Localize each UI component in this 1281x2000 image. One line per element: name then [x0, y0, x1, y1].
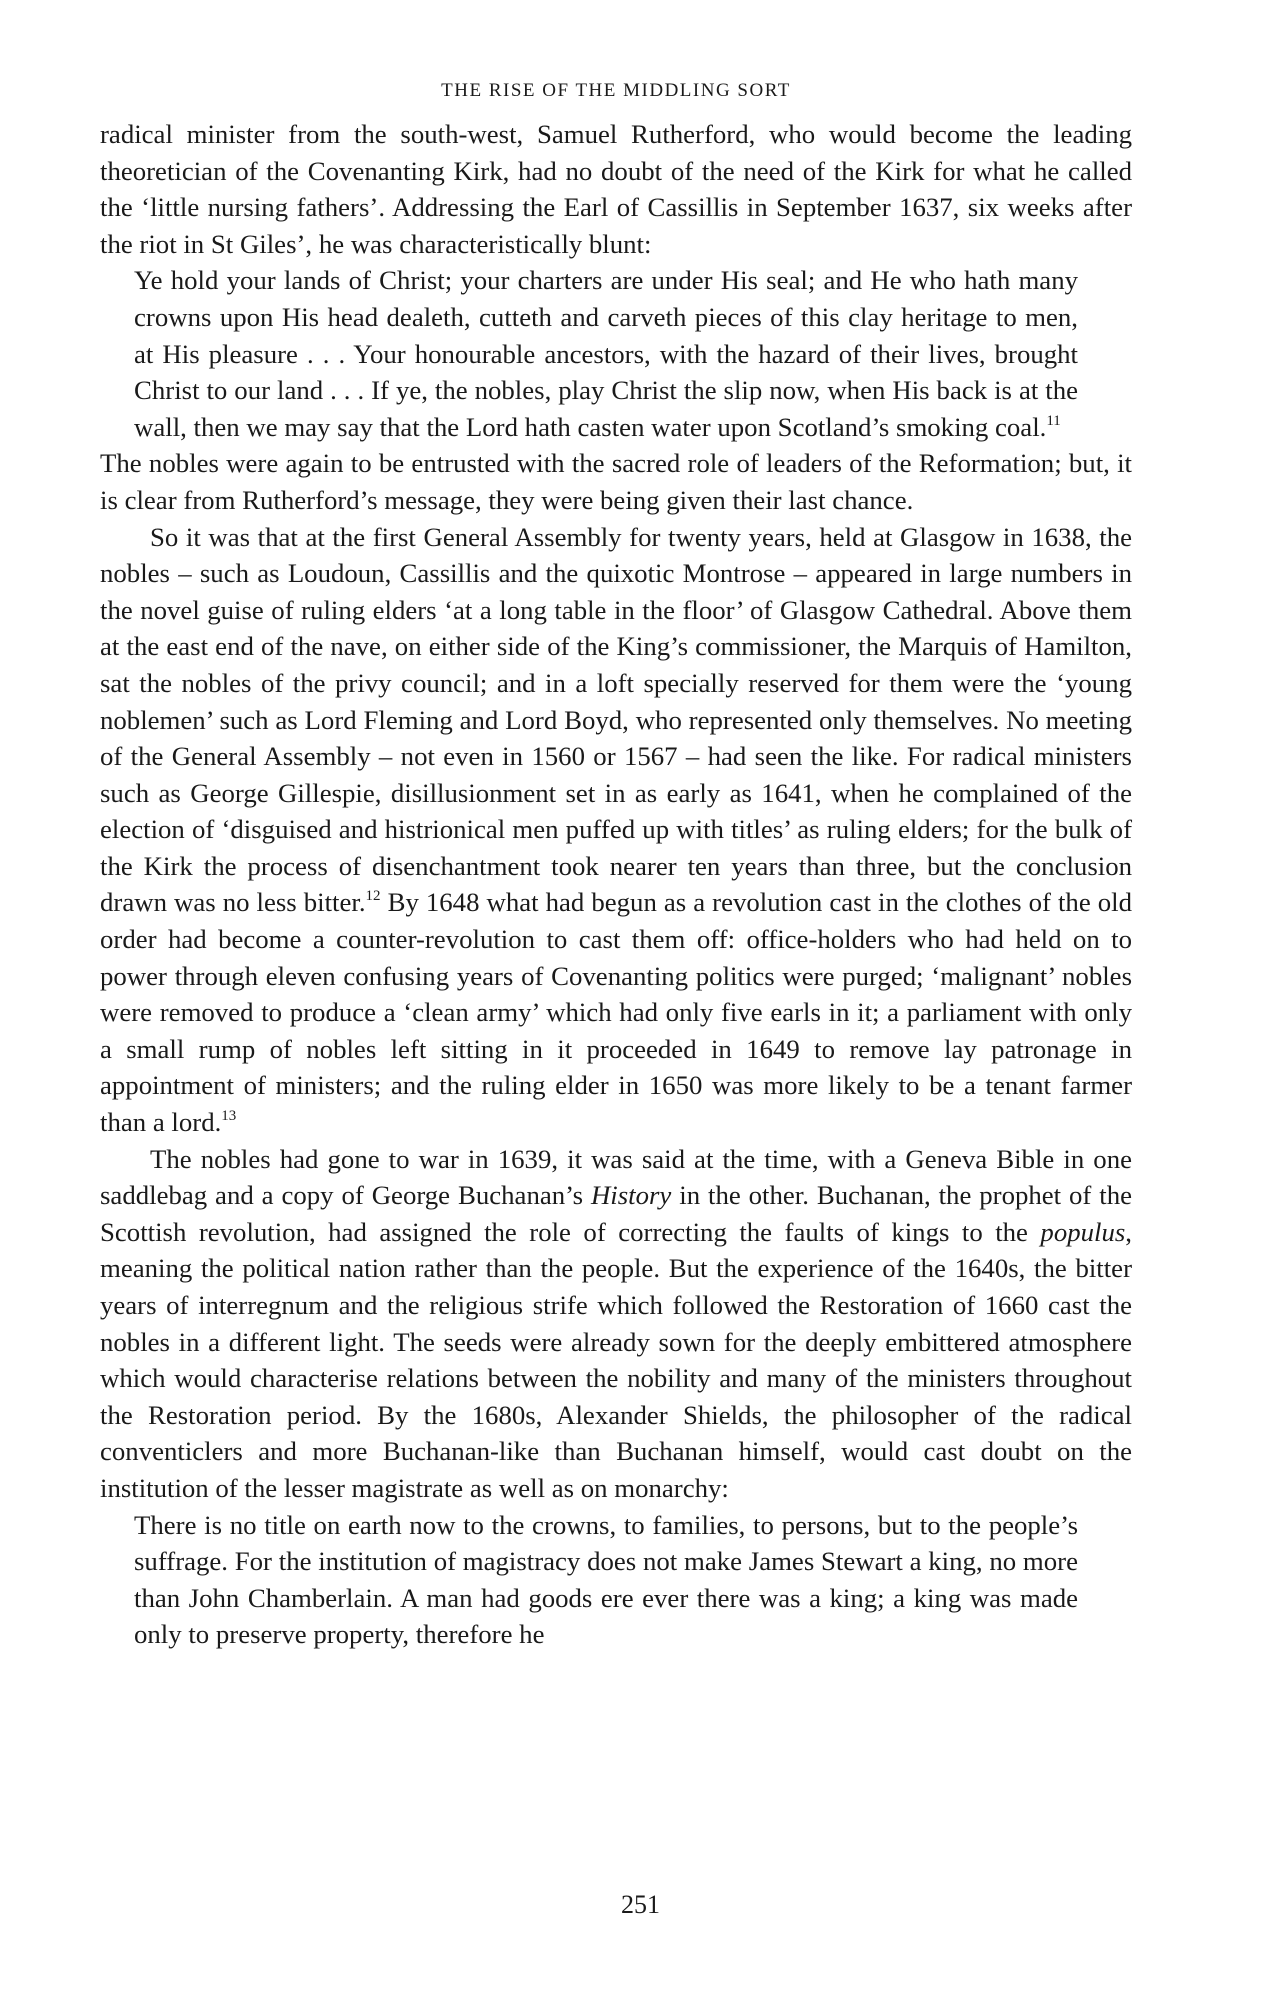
- title-history: History: [590, 1180, 672, 1211]
- block-quote-2-text: There is no title on earth now to the crowns, to families, to persons, but to the people’s suffrage. For the institution of magistracy does not make James Stewart a king, no more than John Chamberlain. A man had goods ere ever there was a king; a king was made only to preserve property, therefore he: [134, 1509, 1078, 1650]
- page: [100, 80, 1132, 1653]
- paragraph-3: [100, 519, 1132, 1141]
- footnote-ref-11[interactable]: 11: [1046, 412, 1061, 429]
- paragraph-3-text-a: So it was that at the first General Assembly for twenty years, held at Glasgow in 1638, the nobles – such as Loudoun, Cassillis and the quixotic Montrose – appeared in large numbers in the novel guise of ruling elders ‘at a long table in the floor’ of Glasgow Cathedral. Above them at the east end of the nave, on either side of the King’s commissioner, the Marquis of Hamilton, sat the nobles of the privy council; and in a loft specially reserved for them were the ‘young noblemen’ such as Lord Fleming and Lord Boyd, who represented only themselves. No meeting of the General Assembly – not even in 1560 or 1567 – had seen the like. For radical ministers such as George Gillespie, disillusionment set in as early as 1641, when he complained of the election of ‘disguised and histrionical men puffed up with titles’ as ruling elders; for the bulk of the Kirk the process of disenchantment took nearer ten years than three, but the conclusion drawn was no less bitter.: [100, 521, 1132, 918]
- footnote-ref-12[interactable]: 12: [365, 888, 381, 905]
- paragraph-4-text-a: The nobles had gone to war in 1639, it was said at the time, with a Geneva Bible in one saddlebag and a copy of George Buchanan’s: [100, 1143, 1132, 1211]
- paragraph-4: [100, 1141, 1132, 1507]
- paragraph-2-text: The nobles were again to be entrusted with the sacred role of leaders of the Reformation; but, it is clear from Rutherford’s message, they were being given their last chance.: [100, 448, 1132, 515]
- block-quote-1: [134, 262, 1078, 445]
- page-number: 251: [621, 1890, 660, 1919]
- paragraph-4-text-b: in the other. Buchanan, the prophet of the Scottish revolution, had assigned the role of correcting the faults of kings to the: [100, 1180, 1132, 1247]
- paragraph-4-text-c: , meaning the political nation rather than the people. But the experience of the 1640s, the bitter years of interregnum and the religious strife which followed the Restoration of 1660 cast the nobles in a different light. The seeds were already sown for the deeply embittered atmosphere which would characterise relations between the nobility and many of the ministers throughout the Restoration period. By the 1680s, Alexander Shields, the philosopher of the radical conventiclers and more Buchanan-like than Buchanan himself, would cast doubt on the institution of the lesser magistrate as well as on monarchy:: [100, 1216, 1132, 1503]
- running-head: THE RISE OF THE MIDDLING SORT: [441, 80, 791, 101]
- block-quote-1-paragraph: [134, 262, 1078, 445]
- block-quote-2-paragraph: [134, 1507, 1078, 1653]
- paragraph-1: [100, 116, 1132, 262]
- paragraph-3-text-b: By 1648 what had begun as a revolution cast in the clothes of the old order had become a counter-revolution to cast them off: office-holders who had held on to power through eleven confusing years of Covenanting politics were purged; ‘malignant’ nobles were removed to produce a ‘clean army’ which had only five earls in it; a parliament with only a small rump of nobles left sitting in it proceeded in 1649 to remove lay patronage in appointment of ministers; and the ruling elder in 1650 was more likely to be a tenant farmer than a lord.: [100, 887, 1132, 1138]
- paragraph-1-text: radical minister from the south-west, Samuel Rutherford, who would become the leading theoretician of the Covenanting Kirk, had no doubt of the need of the Kirk for what he called the ‘little nursing fathers’. Addressing the Earl of Cassillis in September 1637, six weeks after the riot in St Giles’, he was characteristically blunt:: [100, 119, 1132, 259]
- term-populus: populus: [1040, 1216, 1126, 1247]
- block-quote-1-text: Ye hold your lands of Christ; your charters are under His seal; and He who hath many crowns upon His head dealeth, cutteth and carveth pieces of this clay heritage to men, at His pleasure . . . Your honourable ancestors, with the hazard of their lives, brought Christ to our land . . . If ye, the nobles, play Christ the slip now, when His back is at the wall, then we may say that the Lord hath casten water upon Scotland’s smoking coal.: [134, 265, 1078, 442]
- block-quote-2: [134, 1507, 1078, 1653]
- footnote-ref-13[interactable]: 13: [221, 1107, 237, 1124]
- paragraph-2: [100, 445, 1132, 518]
